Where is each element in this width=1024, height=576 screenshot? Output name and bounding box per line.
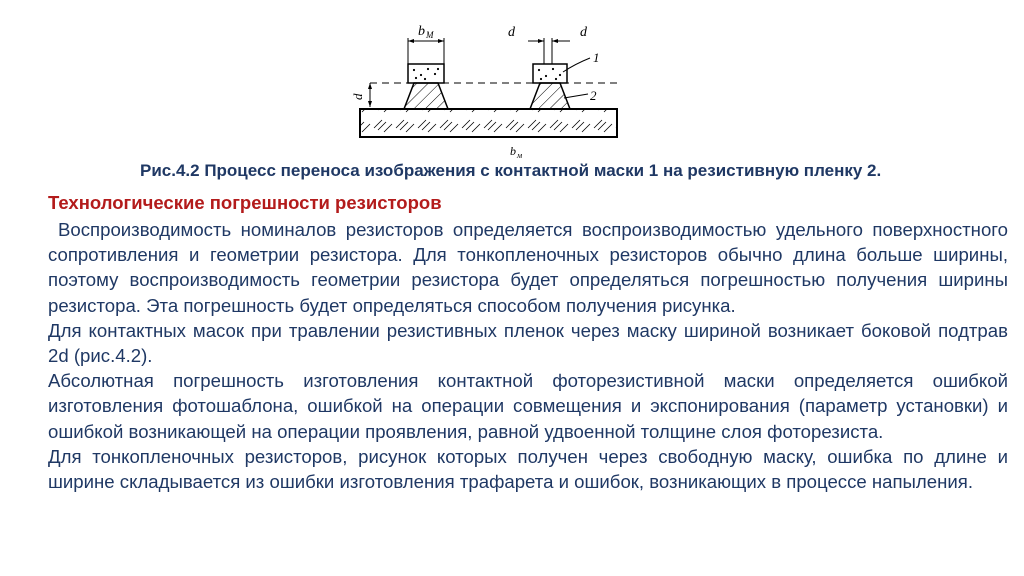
body-text [48,217,1008,494]
paragraph-contact-masks-end: (рис.4.2). [68,345,153,367]
paragraph-reproducibility: Воспроизводимость номиналов резисторов определяется воспроизводимостью удельного поверхностного сопротивления и геометрии резистора. Для тонкопленочных резисторов обычно длина больше ширины, поэтому воспроизводимость геометрии резистора будет определяться погрешностью получения ширины резистора. Эта погрешность будет определяться способом получения рисунка. [48,219,1008,316]
figure-mask-transfer [350,14,630,164]
label-d-vertical: d [350,93,365,100]
mask-right [533,64,567,83]
paragraph-absolute-error: Абсолютная погрешность изготовления контактной фоторезистивной маски определяется ошибкой изготовления фотошаблона, ошибкой на операции совмещения и экспонирования (параметр установки) и ошибкой возникающей на операции проявления, равной удвоенной толщине слоя фоторезиста. [48,370,1008,442]
film-left [404,83,448,109]
paragraph-contact-masks-start: Для контактных масок при травлении резистивных пленок через маску шириной возникает боковой подтрав [48,319,1008,341]
film-right [530,83,570,109]
label-bm-top-sub: М [426,30,434,40]
label-bm-bottom-sub: м [517,151,523,160]
paragraph-free-mask: Для тонкопленочных резисторов, рисунок которых получен через свободную маску, ошибка по длине и ширине складывается из ошибки изготовления трафарета и ошибок, возникающих в процессе напыления. [48,445,1008,493]
dimension-bm-top [408,24,444,64]
label-1: 1 [593,50,600,65]
label-d-right: d [580,25,587,40]
label-2: 2 [590,88,597,103]
paragraph-contact-masks [48,318,1008,368]
leader-2 [564,94,588,98]
dimension-d [508,25,588,64]
label-d-left: d [508,25,515,40]
label-bm-top: b [418,24,425,39]
section-title: Технологические погрешности резисторов [48,192,442,213]
paragraph-contact-masks-2d: 2d [48,345,69,367]
dimension-d-vertical [350,83,372,107]
substrate [360,109,617,137]
label-bm-bottom: b [510,144,516,158]
mask-left [408,64,444,83]
figure-caption: Рис.4.2 Процесс переноса изображения с контактной маски 1 на резистивную пленку 2. [140,161,882,180]
